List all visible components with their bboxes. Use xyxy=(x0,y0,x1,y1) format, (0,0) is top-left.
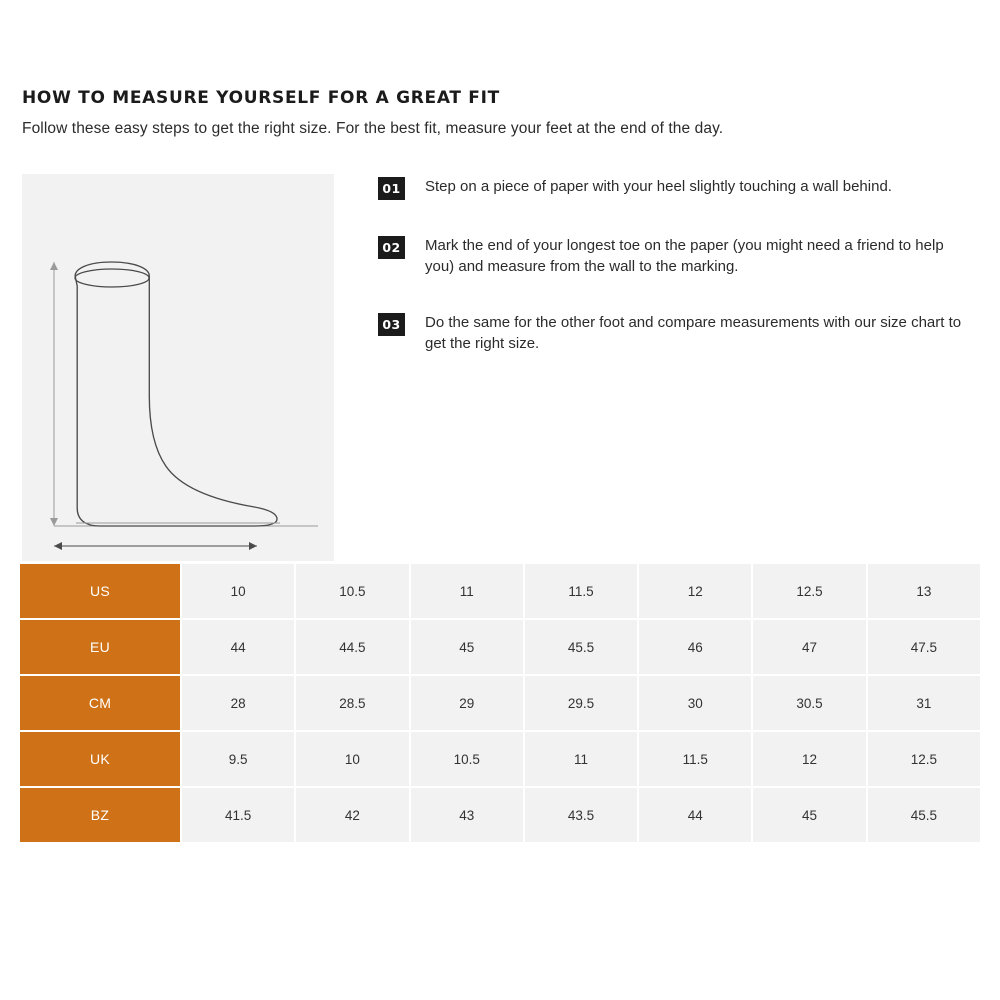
step-item xyxy=(378,176,978,200)
table-cell: 46 xyxy=(639,620,751,674)
row-header: US xyxy=(20,564,180,618)
table-cell: 44 xyxy=(639,788,751,842)
table-cell: 11.5 xyxy=(525,564,637,618)
steps-list xyxy=(378,176,978,389)
row-header: BZ xyxy=(20,788,180,842)
page-title: HOW TO MEASURE YOURSELF FOR A GREAT FIT xyxy=(22,88,500,108)
table-cell: 12 xyxy=(753,732,865,786)
table-cell: 28 xyxy=(182,676,294,730)
step-item xyxy=(378,235,978,277)
table-cell: 10 xyxy=(182,564,294,618)
table-cell: 30 xyxy=(639,676,751,730)
table-cell: 12.5 xyxy=(753,564,865,618)
table-cell: 11 xyxy=(411,564,523,618)
size-chart-table xyxy=(18,562,982,844)
table-cell: 41.5 xyxy=(182,788,294,842)
step-text: Step on a piece of paper with your heel slightly touching a wall behind. xyxy=(425,178,892,195)
boot-diagram-icon xyxy=(22,174,334,561)
step-text: Mark the end of your longest toe on the paper (you might need a friend to help you) and measure from the wall to the marking. xyxy=(425,237,944,275)
table-cell: 30.5 xyxy=(753,676,865,730)
table-row xyxy=(20,676,980,730)
table-cell: 45.5 xyxy=(525,620,637,674)
table-cell: 29.5 xyxy=(525,676,637,730)
table-cell: 45 xyxy=(753,788,865,842)
table-cell: 12.5 xyxy=(868,732,980,786)
table-row xyxy=(20,732,980,786)
step-number-badge: 02 xyxy=(378,236,405,259)
table-row xyxy=(20,620,980,674)
table-cell: 9.5 xyxy=(182,732,294,786)
table-cell: 12 xyxy=(639,564,751,618)
table-cell: 10.5 xyxy=(411,732,523,786)
table-cell: 10 xyxy=(296,732,408,786)
step-item xyxy=(378,312,978,354)
table-cell: 28.5 xyxy=(296,676,408,730)
table-cell: 47.5 xyxy=(868,620,980,674)
table-cell: 29 xyxy=(411,676,523,730)
foot-measure-illustration xyxy=(22,174,334,561)
row-header: UK xyxy=(20,732,180,786)
table-cell: 45 xyxy=(411,620,523,674)
step-number-badge: 03 xyxy=(378,313,405,336)
row-header: CM xyxy=(20,676,180,730)
table-row xyxy=(20,788,980,842)
table-cell: 10.5 xyxy=(296,564,408,618)
table-cell: 11 xyxy=(525,732,637,786)
table-cell: 42 xyxy=(296,788,408,842)
table-row xyxy=(20,564,980,618)
page-subtitle: Follow these easy steps to get the right size. For the best fit, measure your feet at the end of the day. xyxy=(22,120,724,137)
step-number-badge: 01 xyxy=(378,177,405,200)
table-cell: 11.5 xyxy=(639,732,751,786)
step-text: Do the same for the other foot and compare measurements with our size chart to get the right size. xyxy=(425,314,962,352)
table-cell: 44 xyxy=(182,620,294,674)
table-cell: 13 xyxy=(868,564,980,618)
table-cell: 45.5 xyxy=(868,788,980,842)
table-cell: 43.5 xyxy=(525,788,637,842)
table-cell: 31 xyxy=(868,676,980,730)
table-cell: 43 xyxy=(411,788,523,842)
table-cell: 44.5 xyxy=(296,620,408,674)
row-header: EU xyxy=(20,620,180,674)
table-cell: 47 xyxy=(753,620,865,674)
